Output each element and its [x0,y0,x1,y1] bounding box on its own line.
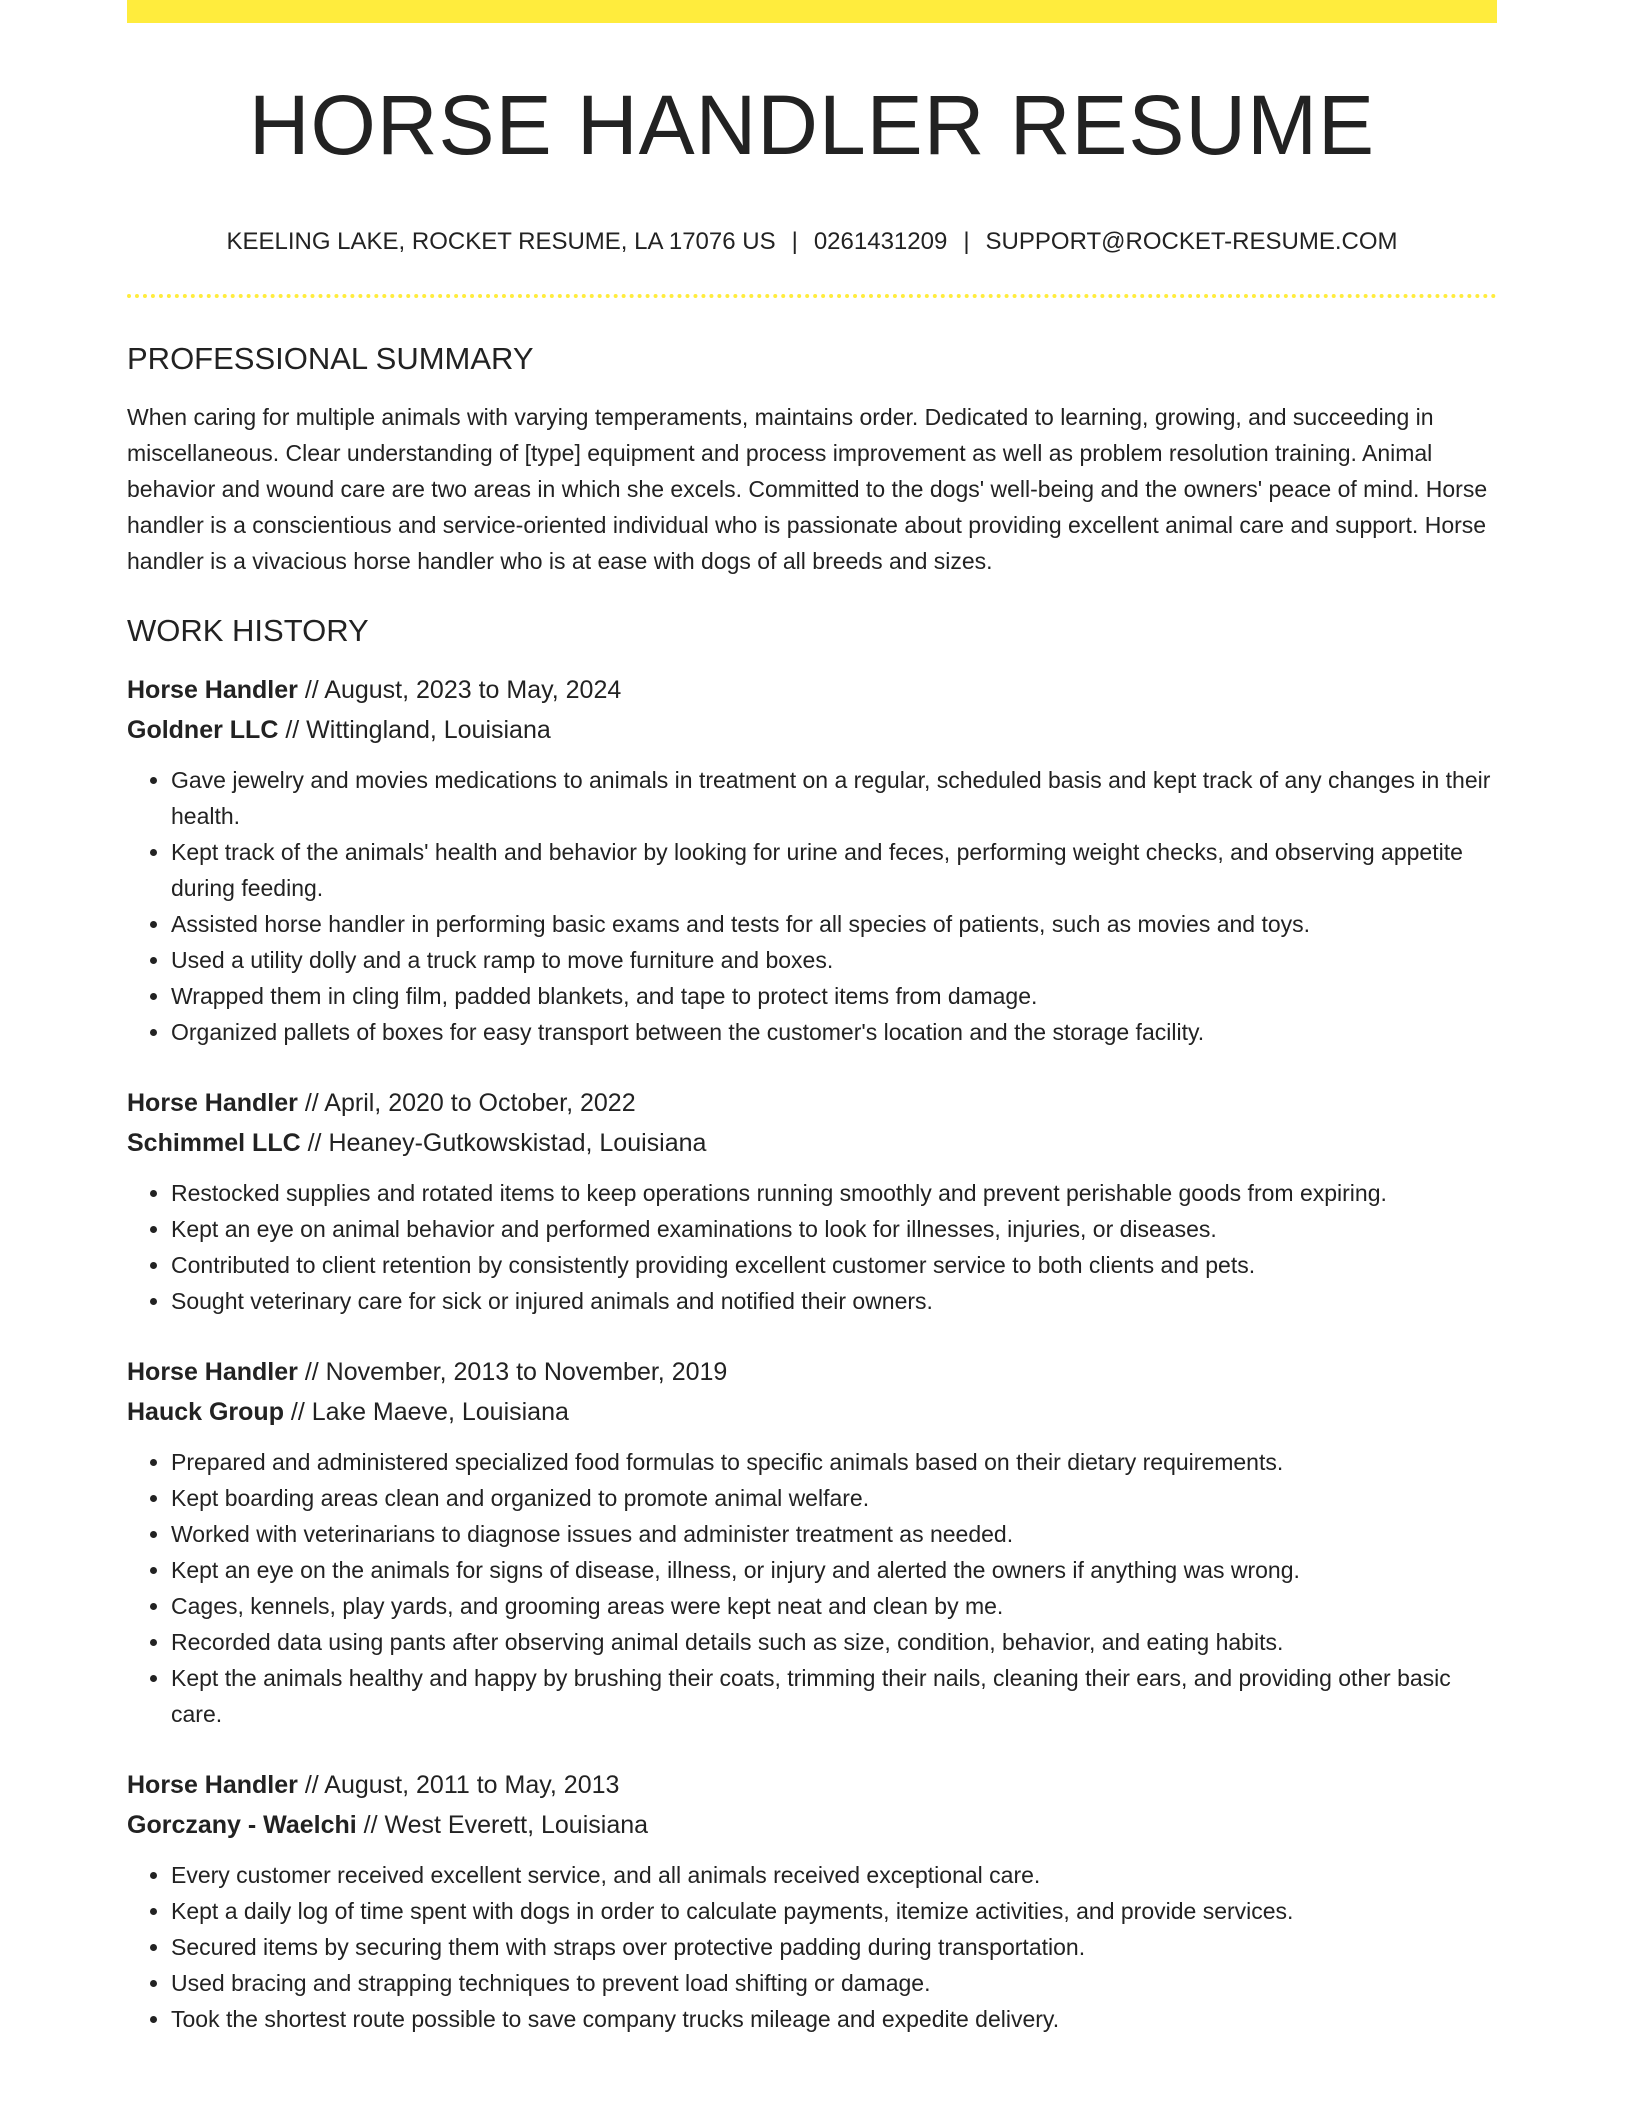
job-location: // Heaney-Gutkowskistad, Louisiana [300,1129,707,1157]
contact-separator: | [963,228,970,255]
job-bullet: • Gave jewelry and movies medications to animals in treatment on a regular, scheduled basis and kept track of any changes in their health. [171,762,1497,834]
job-company-line [127,710,1497,750]
job-location: // West Everett, Louisiana [356,1811,649,1839]
job-title-line [127,670,1497,710]
job-role: Horse Handler [127,1089,298,1117]
job-bullet: • Kept an eye on the animals for signs of disease, illness, or injury and alerted the owners if anything was wrong. [171,1552,1497,1588]
job-bullet: • Contributed to client retention by consistently providing excellent customer service to both clients and pets. [171,1247,1497,1283]
job-company-line [127,1392,1497,1432]
summary-heading: PROFESSIONAL SUMMARY [127,341,534,376]
job-bullet: • Kept a daily log of time spent with dogs in order to calculate payments, itemize activities, and provide services. [171,1893,1497,1929]
job-bullet: • Kept boarding areas clean and organized to promote animal welfare. [171,1480,1497,1516]
job-bullet: • Wrapped them in cling film, padded blankets, and tape to protect items from damage. [171,978,1497,1014]
job-company: Hauck Group [127,1398,284,1426]
job-bullet: • Every customer received excellent service, and all animals received exceptional care. [171,1857,1497,1893]
job-entry [127,1352,1497,1732]
job-bullet: • Used a utility dolly and a truck ramp to move furniture and boxes. [171,942,1497,978]
job-entry [127,1083,1497,1319]
job-location: // Wittingland, Louisiana [278,716,551,744]
job-company: Schimmel LLC [127,1129,301,1157]
contact-phone: 0261431209 [813,228,948,255]
work-history-heading: WORK HISTORY [127,613,369,648]
job-title-line [127,1765,1497,1805]
contact-address: KEELING LAKE, ROCKET RESUME, LA 17076 US [226,228,776,255]
job-bullet: • Used bracing and strapping techniques to prevent load shifting or damage. [171,1965,1497,2001]
job-dates: // April, 2020 to October, 2022 [297,1089,636,1117]
job-role: Horse Handler [127,1358,298,1386]
job-bullet: • Prepared and administered specialized food formulas to specific animals based on their dietary requirements. [171,1444,1497,1480]
job-dates: // August, 2023 to May, 2024 [297,676,622,704]
dotted-divider [127,294,1497,298]
job-bullet: • Sought veterinary care for sick or injured animals and notified their owners. [171,1283,1497,1319]
resume-title: HORSE HANDLER RESUME [248,78,1376,172]
contact-line [127,230,1497,254]
job-bullets [127,762,1497,1050]
job-role: Horse Handler [127,1771,298,1799]
contact-separator: | [791,228,798,255]
resume-page [127,0,1497,2037]
job-bullet: • Organized pallets of boxes for easy transport between the customer's location and the storage facility. [171,1014,1497,1050]
job-bullet: • Secured items by securing them with straps over protective padding during transportation. [171,1929,1497,1965]
job-entry [127,670,1497,1050]
job-dates: // August, 2011 to May, 2013 [297,1771,620,1799]
job-role: Horse Handler [127,676,298,704]
job-bullet: • Restocked supplies and rotated items to keep operations running smoothly and prevent perishable goods from expiring. [171,1175,1497,1211]
job-title-line [127,1352,1497,1392]
contact-email: SUPPORT@ROCKET-RESUME.COM [985,228,1398,255]
job-bullets [127,1857,1497,2037]
accent-top-bar [127,0,1497,23]
job-company: Gorczany - Waelchi [127,1811,357,1839]
job-entry [127,1765,1497,2037]
job-bullet: • Took the shortest route possible to save company trucks mileage and expedite delivery. [171,2001,1497,2037]
summary-text: When caring for multiple animals with varying temperaments, maintains order. Dedicated to learning, growing, and succeeding in miscellaneous. Clear understanding of [type] equipment and process improvement as well as problem resolution training. Animal behavior and wound care are two areas in which she excels. Committed to the dogs' well-being and the owners' peace of mind. Horse handler is a conscientious and service-oriented individual who is passionate about providing excellent animal care and support. Horse handler is a vivacious horse handler who is at ease with dogs of all breeds and sizes. [127,404,1488,574]
job-bullet: • Assisted horse handler in performing basic exams and tests for all species of patients, such as movies and toys. [171,906,1497,942]
job-dates: // November, 2013 to November, 2019 [297,1358,728,1386]
job-bullet: • Kept track of the animals' health and behavior by looking for urine and feces, performing weight checks, and observing appetite during feeding. [171,834,1497,906]
job-title-line [127,1083,1497,1123]
job-bullet: • Kept an eye on animal behavior and performed examinations to look for illnesses, injuries, or diseases. [171,1211,1497,1247]
job-company-line [127,1805,1497,1845]
job-bullets [127,1175,1497,1319]
job-bullet: • Kept the animals healthy and happy by brushing their coats, trimming their nails, cleaning their ears, and providing other basic care. [171,1660,1497,1732]
job-bullet: • Recorded data using pants after observing animal details such as size, condition, behavior, and eating habits. [171,1624,1497,1660]
job-bullet: • Cages, kennels, play yards, and grooming areas were kept neat and clean by me. [171,1588,1497,1624]
job-bullet: • Worked with veterinarians to diagnose issues and administer treatment as needed. [171,1516,1497,1552]
job-location: // Lake Maeve, Louisiana [283,1398,569,1426]
job-bullets [127,1444,1497,1732]
job-company-line [127,1123,1497,1163]
job-company: Goldner LLC [127,716,279,744]
